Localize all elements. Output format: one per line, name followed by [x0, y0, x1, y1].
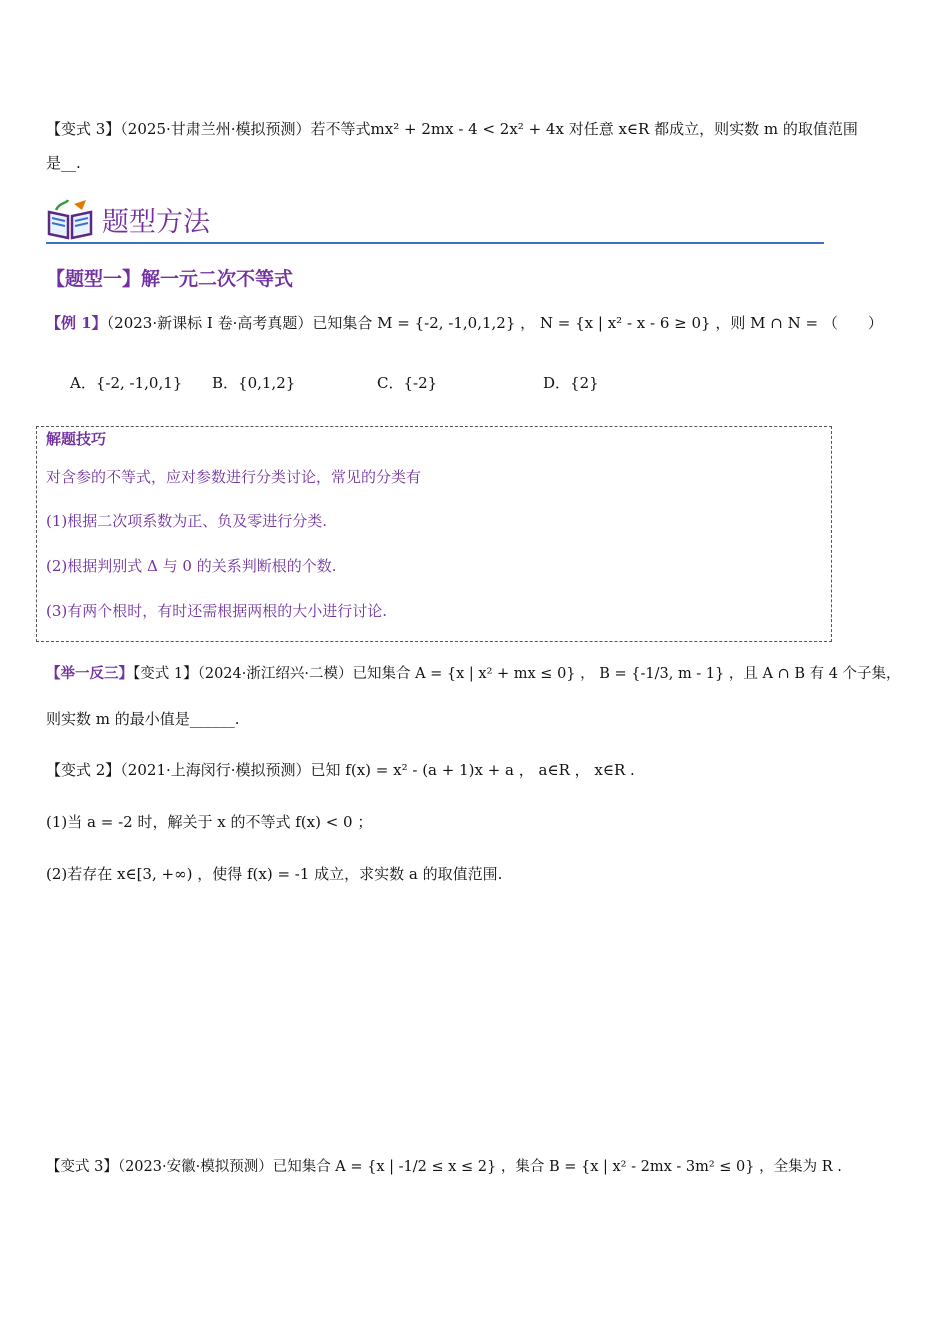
option-a-letter: A． [70, 374, 96, 392]
variant1-label: 【变式 1】 [133, 666, 198, 682]
tips-line-4: (3)有两个根时，有时还需根据两根的大小进行讨论. [46, 602, 388, 620]
example1-label: 【例 1】 [46, 314, 107, 332]
option-c-text: {-2} [403, 374, 438, 392]
open-book-icon [46, 198, 94, 242]
option-c [377, 372, 437, 393]
variant3-line1: 【变式 3】（2023·安徽·模拟预测）已知集合 A = {x | -1/2 ≤ x ≤ 2} ，集合 B = {x | x² - 2mx - 3m² ≤ 0} ，全集为 R . [46, 1159, 842, 1175]
example1-line [46, 312, 883, 333]
variant1-text: （2024·浙江绍兴·二模）已知集合 A = {x | x² + mx ≤ 0} ， B = {-1/3, m - 1} ，且 A ∩ B 有 4 个子集， [197, 666, 901, 682]
example1-text: （2023·新课标 I 卷·高考真题）已知集合 M = {-2, -1,0,1,2} ， N = {x | x² - x - 6 ≥ 0} ，则 M ∩ N = （ ） [106, 314, 883, 332]
option-c-letter: C． [377, 374, 404, 392]
tips-title: 解题技巧 [46, 430, 107, 448]
tips-line-3: (2)根据判别式 Δ 与 0 的关系判断根的个数. [46, 557, 337, 575]
option-b-letter: B． [212, 374, 239, 392]
section-title: 题型方法 [102, 207, 210, 238]
top-variant3-line2: 是__. [46, 154, 81, 172]
option-b-text: {0,1,2} [238, 374, 296, 392]
tips-line-2: (1)根据二次项系数为正、负及零进行分类. [46, 512, 328, 530]
option-d [543, 372, 599, 393]
tips-line-1: 对含参的不等式，应对参数进行分类讨论，常见的分类有 [46, 468, 422, 486]
type1-title: 【题型一】解一元二次不等式 [46, 268, 294, 290]
option-d-letter: D． [543, 374, 571, 392]
variant1-line1 [46, 662, 901, 683]
variant1-prefix: 【举一反三】 [46, 665, 133, 682]
option-a [70, 372, 182, 393]
variant2-line3: (2)若存在 x∈[3, +∞) ，使得 f(x) = -1 成立，求实数 a 的取值范围. [46, 865, 503, 883]
variant2-line2: (1)当 a = -2 时，解关于 x 的不等式 f(x) < 0 ； [46, 813, 373, 831]
top-variant3-line1: 【变式 3】（2025·甘肃兰州·模拟预测）若不等式mx² + 2mx - 4 < 2x² + 4x 对任意 x∈R 都成立，则实数 m 的取值范围 [46, 120, 858, 138]
option-b [212, 372, 295, 393]
option-a-text: {-2, -1,0,1} [95, 374, 183, 392]
option-d-text: {2} [570, 374, 599, 392]
section-divider [46, 242, 824, 244]
variant1-line2: 则实数 m 的最小值是______. [46, 710, 240, 728]
variant2-line1: 【变式 2】（2021·上海闵行·模拟预测）已知 f(x) = x² - (a + 1)x + a ， a∈R ， x∈R . [46, 761, 635, 779]
